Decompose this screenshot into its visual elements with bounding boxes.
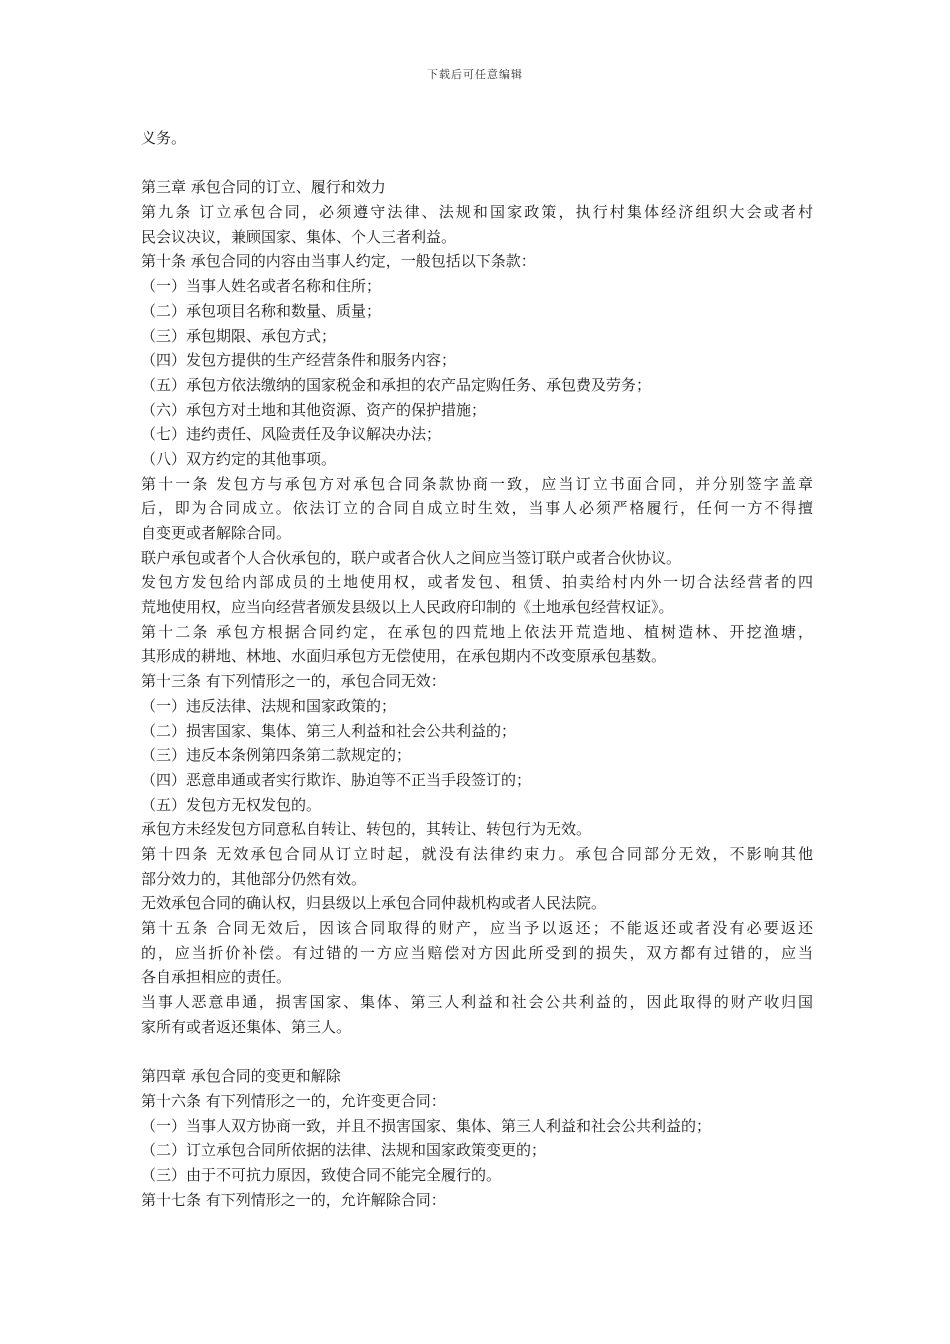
text-line: 其形成的耕地、林地、水面归承包方无偿使用，在承包期内不改变原承包基数。	[141, 647, 667, 666]
text-line: 第九条 订立承包合同，必须遵守法律、法规和国家政策，执行村集体经济组织大会或者村	[141, 203, 813, 222]
text-line: 当事人恶意串通，损害国家、集体、第三人利益和社会公共利益的，因此取得的财产收归国	[141, 993, 813, 1012]
text-line: 第十五条 合同无效后，因该合同取得的财产，应当予以返还；不能返还或者没有必要返还	[141, 919, 813, 937]
text-line: 各自承担相应的责任。	[141, 968, 292, 987]
text-line: 的，应当折价补偿。有过错的一方应当赔偿对方因此所受到的损失，双方都有过错的，应当	[141, 943, 813, 962]
page-header: 下载后可任意编辑	[427, 68, 523, 81]
text-line: （八）双方约定的其他事项。	[141, 449, 337, 468]
text-line: 民会议决议，兼顾国家、集体、个人三者利益。	[141, 227, 457, 246]
text-line: （三）由于不可抗力原因，致使合同不能完全履行的。	[141, 1165, 502, 1184]
text-line: 承包方未经发包方同意私自转让、转包的，其转让、转包行为无效。	[141, 820, 592, 839]
text-line: 无效承包合同的确认权，归县级以上承包合同仲裁机构或者人民法院。	[141, 894, 607, 913]
text-line: （三）承包期限、承包方式；	[141, 326, 337, 345]
document-body	[141, 126, 813, 1212]
text-line: 义务。	[141, 129, 187, 147]
text-line: 发包方发包给内部成员的土地使用权，或者发包、租赁、拍卖给村内外一切合法经营者的四	[141, 573, 813, 592]
text-line: 第十二条 承包方根据合同约定，在承包的四荒地上依法开荒造地、植树造林、开挖渔塘，	[141, 622, 813, 641]
text-line: （一）违反法律、法规和国家政策的；	[141, 696, 397, 715]
blank-line	[141, 151, 813, 176]
text-line: （七）违约责任、风险责任及争议解决办法；	[141, 425, 442, 444]
text-line: 部分效力的，其他部分仍然有效。	[141, 869, 367, 888]
text-line: 第十一条 发包方与承包方对承包合同条款协商一致，应当订立书面合同，并分别签字盖章	[141, 474, 813, 493]
text-line: 联户承包或者个人合伙承包的，联户或者合伙人之间应当签订联户或者合伙协议。	[141, 548, 682, 567]
text-line: （五）发包方无权发包的。	[141, 795, 322, 814]
text-line: 第十三条 有下列情形之一的，承包合同无效：	[141, 672, 446, 691]
text-line: 荒地使用权，应当向经营者颁发县级以上人民政府印制的《土地承包经营权证》。	[141, 598, 674, 617]
text-line: 第三章 承包合同的订立、履行和效力	[141, 178, 386, 197]
text-line: （二）损害国家、集体、第三人利益和社会公共利益的；	[141, 721, 517, 740]
text-line: 后，即为合同成立。依法订立的合同自成立时生效，当事人必须严格履行，任何一方不得擅	[141, 499, 813, 518]
text-line: （一）当事人姓名或者名称和住所；	[141, 277, 382, 296]
text-line: 自变更或者解除合同。	[141, 524, 292, 542]
text-line: 家所有或者返还集体、第三人。	[141, 1017, 352, 1036]
text-line: 第四章 承包合同的变更和解除	[141, 1067, 341, 1086]
text-line: 第十四条 无效承包合同从订立时起，就没有法律约束力。承包合同部分无效，不影响其他	[141, 844, 813, 863]
text-line: 第十条 承包合同的内容由当事人约定，一般包括以下条款：	[141, 252, 536, 271]
text-line: （一）当事人双方协商一致，并且不损害国家、集体、第三人利益和社会公共利益的；	[141, 1116, 712, 1135]
text-line: （四）发包方提供的生产经营条件和服务内容；	[141, 351, 457, 370]
text-line: 第十六条 有下列情形之一的，允许变更合同：	[141, 1091, 446, 1110]
text-line: （三）违反本条例第四条第二款规定的；	[141, 746, 412, 765]
text-line: （四）恶意串通或者实行欺诈、胁迫等不正当手段签订的；	[141, 770, 532, 789]
text-line: （二）承包项目名称和数量、质量；	[141, 301, 382, 320]
blank-line	[141, 1039, 813, 1064]
text-line: 第十七条 有下列情形之一的，允许解除合同：	[141, 1190, 446, 1209]
text-line: （二）订立承包合同所依据的法律、法规和国家政策变更的；	[141, 1141, 547, 1160]
text-line: （六）承包方对土地和其他资源、资产的保护措施；	[141, 400, 487, 419]
text-line: （五）承包方依法缴纳的国家税金和承担的农产品定购任务、承包费及劳务；	[141, 375, 652, 394]
